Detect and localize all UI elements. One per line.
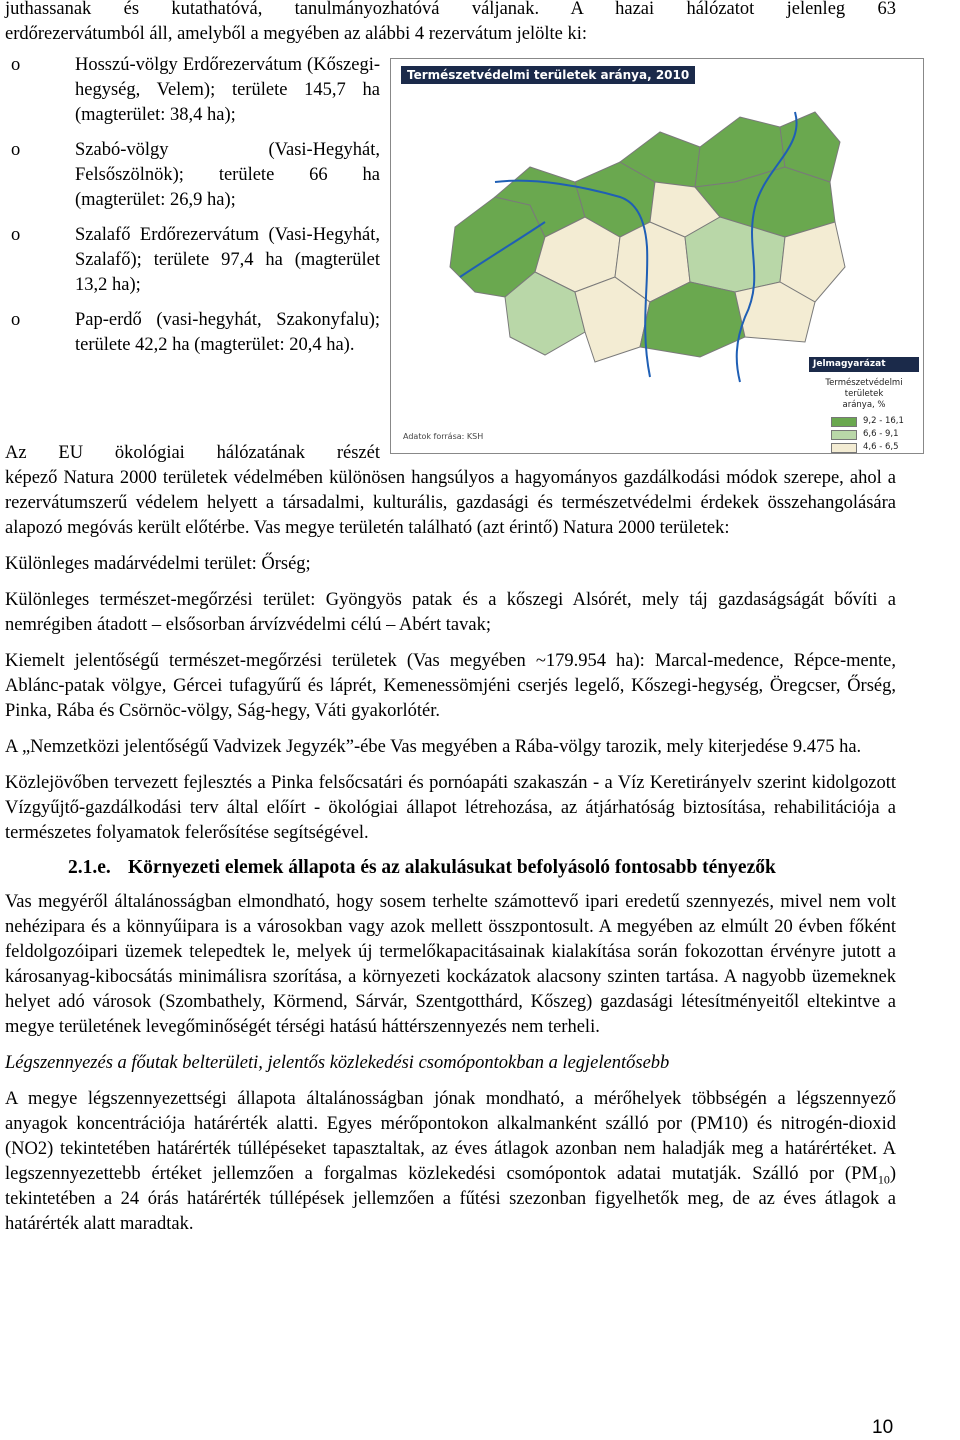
legend-label: 9,2 - 16,1 <box>863 416 904 426</box>
legend-swatch <box>831 430 857 440</box>
list-item-text: Szabó-völgy (Vasi-Hegyhát, Felsőszölnök); területe 66 ha (magterület: 26,9 ha); <box>75 140 380 210</box>
legend-subtitle-line-2: aránya, % <box>842 400 886 410</box>
reserve-list <box>5 53 380 368</box>
map-legend <box>809 357 919 452</box>
list-item <box>5 308 380 358</box>
kozlejovoben-paragraph: Közlejövőben tervezett fejlesztés a Pinka felsőcsatári és pornóapáti szakaszán - a Víz Keretirányelv szerint kidolgozott Vízgyűjtő-gazdálkodási terv által előírt - ökológiai állapot létrehozása, az átjárhatóság biztosítása, rehabilitációja a természetes folyamatok felerősítése segítségével. <box>5 773 896 843</box>
legszennyezettseg-paragraph <box>5 1087 896 1237</box>
vasmegye-paragraph: Vas megyéről általánosságban elmondható, hogy sosem terhelte számottevő ipari eredetű szennyezés, mivel nem volt nehézipara és a könnyűipara is a városokban vagy azok mellett összpontosult. A megyében az elmúlt 20 évben főként feldolgozóipari üzemek telepedtek le, melyek új termelőkapacitásainak kialakítása során fokozottan érvényre jutott a károsanyag-kibocsátás minimálisra szorítása, a környezeti kockázatok alacsony szinten tartása. A nagyobb üzemeknek helyet adó városok (Szombathely, Körmend, Sárvár, Szentgotthárd, Kőszeg) gazdasági létesítményeitől eltekintve a megye területének levegőminőségét térségi hatású háttérszennyezés nem terheli. <box>5 892 896 1037</box>
bullet-marker: o <box>11 310 21 330</box>
list-item <box>5 138 380 213</box>
list-item-text: Hosszú-völgy Erdőrezervátum (Kőszegi-hegység, Velem); területe 145,7 ha (magterület: 38,4 ha); <box>75 55 380 125</box>
legend-subtitle-line-1: Természetvédelmi területek <box>825 378 903 399</box>
bullet-marker: o <box>11 140 21 160</box>
termeszet-megorzesi-paragraph: Különleges természet-megőrzési terület: Gyöngyös patak és a kőszegi Alsórét, mely táj gazdaságságát bővíti a nemrégiben átadott – elsősorban árvízvédelmi célú – Abért tavak; <box>5 590 896 635</box>
natura-paragraph-start: Az EU ökológiai hálózatának részét <box>5 443 380 463</box>
natura-paragraph: képező Natura 2000 területek védelmében különösen hangsúlyos a hagyományos gazdálkodási módok szerepe, ahol a rezervátumszerű védelem helyett a társadalmi, kulturális, gazdasági és természetvédelmi érdekek összehangolására alapozó megóvás került előtérbe. Vas megye területén található (azt érintő) Natura 2000 területek: <box>5 468 896 538</box>
list-item-text: Pap-erdő (vasi-hegyhát, Szakonyfalu); területe 42,2 ha (magterület: 20,4 ha). <box>75 310 380 355</box>
map-title: Természetvédelmi területek aránya, 2010 <box>401 66 695 84</box>
legend-swatch <box>831 443 857 453</box>
hungary-county-map <box>435 87 855 387</box>
legszennyezettseg-text-a: A megye légszennyezettségi állapota általánosságban jónak mondható, a mérőhelyek többségén a légszennyező anyagok koncentrációja határérték alatti. Egyes mérőpontokon alkalmanként szálló por (PM10) és nitrogén-dioxid (NO2) tekintetében határérték túllépéseket tapasztaltak, az éves átlagok azonban nem haladják meg a határértéket. A legszennyezettebb értéket jellemzően a forgalmas közlekedési csomópontok adatai mutatják. Szálló por (PM <box>5 1089 896 1184</box>
page-number: 10 <box>872 1417 894 1438</box>
protected-areas-map <box>390 58 924 454</box>
list-item <box>5 223 380 298</box>
list-item <box>5 53 380 128</box>
section-heading <box>5 855 896 881</box>
legend-row <box>831 441 919 454</box>
madarvedelmi-paragraph: Különleges madárvédelmi terület: Őrség; <box>5 554 311 574</box>
italic-subheading: Légszennyezés a főutak belterületi, jelentős közlekedési csomópontokban a legjelentősebb <box>5 1053 670 1073</box>
intro-line-2: erdőrezervátumból áll, amelyből a megyében az alábbi 4 rezervátum jelölte ki: <box>5 24 587 44</box>
map-source: Adatok forrása: KSH <box>403 432 484 441</box>
intro-line-1: juthassanak és kutathatóvá, tanulmányozhatóvá váljanak. A hazai hálózatot jelenleg 63 <box>5 0 896 19</box>
legend-subtitle <box>809 378 919 411</box>
vadvizek-paragraph: A „Nemzetközi jelentőségű Vadvizek Jegyzék”-ébe Vas megyében a Rába-völgy tarozik, mely kiterjedése 9.475 ha. <box>5 737 862 757</box>
pm-subscript: 10 <box>877 1172 890 1187</box>
legend-label: 6,6 - 9,1 <box>863 429 899 439</box>
list-item-text: Szalafő Erdőrezervátum (Vasi-Hegyhát, Szalafő); területe 97,4 ha (magterület 13,2 ha); <box>75 225 380 295</box>
legend-title: Jelmagyarázat <box>809 357 919 372</box>
legend-label: 4,6 - 6,5 <box>863 442 899 452</box>
bullet-marker: o <box>11 225 21 245</box>
legend-swatch <box>831 417 857 427</box>
section-title: Környezeti elemek állapota és az alakulásukat befolyásoló fontosabb tényezők <box>128 857 776 878</box>
kiemelt-paragraph: Kiemelt jelentőségű természet-megőrzési területek (Vas megyében ~179.954 ha): Marcal-medence, Répce-mente, Ablánc-patak völgye, Gércei tufagyűrű és láprét, Kemenessömjéni cserjés legelő, Kőszegi-hegység, Öregcser, Őrség, Pinka, Rába és Csörnöc-völgy, Ság-hegy, Váti gyakorlótér. <box>5 651 896 721</box>
section-number: 2.1.e. <box>68 857 111 878</box>
legszennyezettseg-text-b: ) tekintetében a 24 órás határérték túllépések jellemzően a fűtési szezonban figyelhetők meg, de az éves átlagok a határérték alatt maradtak. <box>5 1164 896 1234</box>
bullet-marker: o <box>11 55 21 75</box>
